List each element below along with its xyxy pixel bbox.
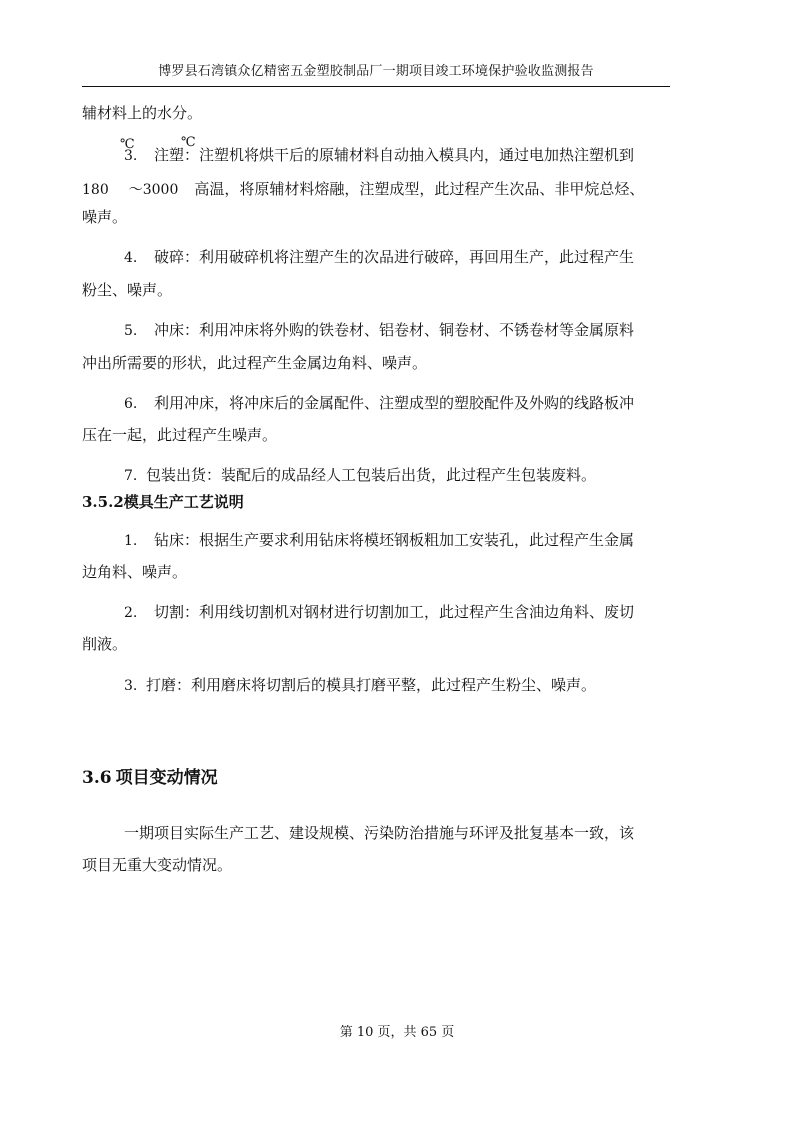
list-item <box>124 465 596 486</box>
page-footer: 第 10 页，共 65 页 <box>339 1025 455 1040</box>
section-number: 3.6 <box>82 768 112 788</box>
paragraph-line: 项目无重大变动情况。 <box>82 856 233 874</box>
list-item <box>124 145 634 166</box>
list-item-continuation <box>82 179 644 200</box>
list-text: 打磨：利用磨床将切割后的模具打磨平整，此过程产生粉尘、噪声。 <box>146 676 597 694</box>
list-item <box>124 602 634 623</box>
list-number: 6. <box>124 396 138 412</box>
report-header: 博罗县石湾镇众亿精密五金塑胶制品厂一期项目竣工环境保护验收监测报告 <box>158 64 594 79</box>
list-text: 切割：利用线切割机对钢材进行切割加工，此过程产生含油边角料、废切 <box>154 603 635 621</box>
continued-text: 辅材料上的水分。 <box>82 104 203 122</box>
list-number: 7. <box>124 468 138 484</box>
list-text: 利用冲床，将冲床后的金属配件、注塑成型的塑胶配件及外购的线路板冲 <box>154 394 635 412</box>
subsection-title: 模具生产工艺说明 <box>123 493 244 511</box>
paragraph-line: 一期项目实际生产工艺、建设规模、污染防治措施与环评及批复基本一致，该 <box>124 824 635 842</box>
list-item <box>124 393 634 414</box>
list-item-continuation: 冲出所需要的形状，此过程产生金属边角料、噪声。 <box>82 354 428 372</box>
degree-symbol: ℃ <box>120 137 135 152</box>
list-number: 1. <box>124 533 138 549</box>
list-item-continuation: 粉尘、噪声。 <box>82 281 173 299</box>
section-heading <box>82 767 218 789</box>
subsection-number: 3.5.2 <box>82 493 124 511</box>
list-text: 注塑：注塑机将烘干后的原辅材料自动抽入模具内，通过电加热注塑机到 <box>154 146 635 164</box>
list-number: 4. <box>124 250 138 266</box>
temperature-high: ～3000 <box>128 182 179 198</box>
list-item <box>124 675 596 696</box>
list-item-continuation: 压在一起，此过程产生噪声。 <box>82 426 278 444</box>
list-item-continuation: 噪声。 <box>82 208 128 226</box>
list-text: 钻床：根据生产要求利用钻床将模坯钢板粗加工安装孔，此过程产生金属 <box>154 531 635 549</box>
subsection-heading <box>82 492 244 512</box>
list-number: 3. <box>124 148 138 164</box>
list-item-continuation: 边角料、噪声。 <box>82 563 188 581</box>
list-number: 2. <box>124 605 138 621</box>
list-number: 3. <box>124 678 138 694</box>
degree-symbol: ℃ <box>181 135 196 150</box>
list-item <box>124 247 634 268</box>
temperature-low: 180 <box>82 182 109 198</box>
list-number: 5. <box>124 323 138 339</box>
list-text: 冲床：利用冲床将外购的铁卷材、铝卷材、铜卷材、不锈卷材等金属原料 <box>154 321 635 339</box>
list-text: 包装出货：装配后的成品经人工包装后出货，此过程产生包装废料。 <box>146 466 597 484</box>
header-rule <box>82 86 670 87</box>
list-text: 高温，将原辅材料熔融，注塑成型，此过程产生次品、非甲烷总烃、 <box>194 180 645 198</box>
section-title: 项目变动情况 <box>115 768 218 788</box>
list-item <box>124 320 634 341</box>
list-item-continuation: 削液。 <box>82 635 128 653</box>
list-item <box>124 530 634 551</box>
list-text: 破碎：利用破碎机将注塑产生的次品进行破碎，再回用生产，此过程产生 <box>154 248 635 266</box>
